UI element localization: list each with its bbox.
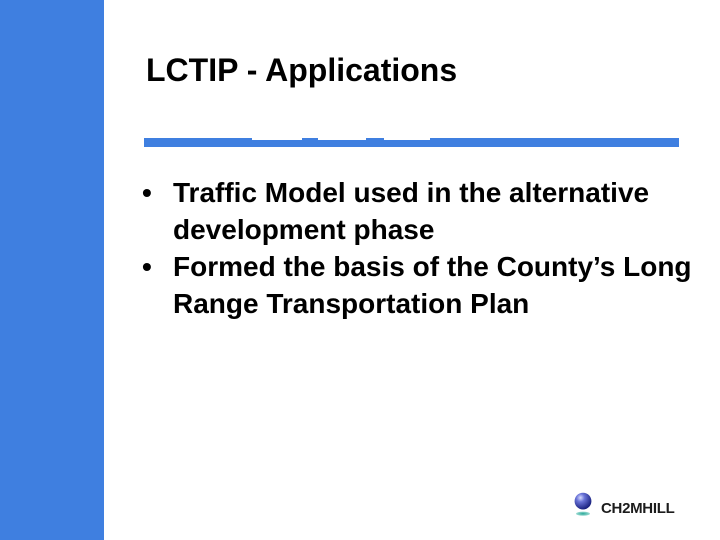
title-underline-gap bbox=[252, 138, 302, 140]
bullet-text: Traffic Model used in the alternative development phase bbox=[173, 177, 650, 245]
globe-logo-icon bbox=[569, 492, 597, 520]
slide-title: LCTIP - Applications bbox=[146, 52, 458, 88]
bullet-list bbox=[142, 174, 702, 322]
bullet-marker: • bbox=[142, 177, 152, 208]
company-logo bbox=[565, 488, 695, 528]
bullet-item bbox=[142, 248, 702, 322]
logo-wordmark: CH2MHILL bbox=[601, 500, 675, 517]
bullet-text: Formed the basis of the County’s Long Range Transportation Plan bbox=[173, 251, 692, 319]
title-underline-gap bbox=[318, 138, 366, 140]
bullet-item bbox=[142, 174, 702, 248]
left-accent-bar bbox=[0, 0, 104, 540]
title-underline-gap bbox=[384, 138, 430, 140]
bullet-marker: • bbox=[142, 251, 152, 282]
